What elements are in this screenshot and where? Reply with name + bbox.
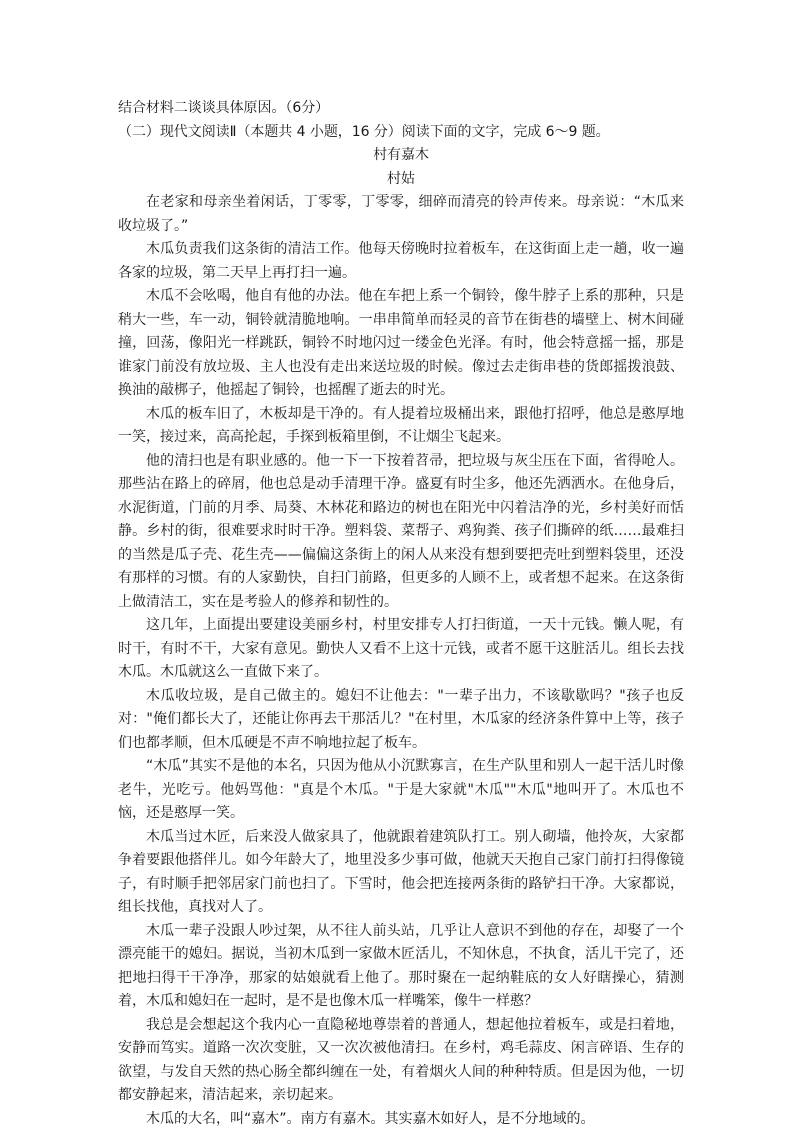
article-title: 村有嘉木 <box>118 144 684 168</box>
paragraph: 在老家和母亲坐着闲话，丁零零，丁零零，细碎而清亮的铃声传来。母亲说：“木瓜来收垃圾了。” <box>118 191 684 238</box>
paragraph: 木瓜一辈子没跟人吵过架，从不往人前头站，几乎让人意识不到他的存在，却娶了一个漂亮能干的媳妇。据说，当初木瓜到一家做木匠活儿，不知休息，不执食，活儿干完了，还把地扫得干干净净，那家的姑娘就看上他了。那时聚在一起纳鞋底的女人好瞎操心，猜测着，木瓜和媳妇在一起时，是不是也像木瓜一样嘴笨，像牛一样憨？ <box>118 920 684 1014</box>
paragraph: 木瓜的板车旧了，木板却是干净的。有人提着垃圾桶出来，跟他打招呼，他总是憨厚地一笑，接过来，高高抡起，手探到板箱里倒，不让烟尘飞起来。 <box>118 403 684 450</box>
article-author: 村姑 <box>118 168 684 192</box>
paragraph: “木瓜”其实不是他的本名，只因为他从小沉默寡言，在生产队里和别人一起干活儿时像老牛，光吃亏。他妈骂他："真是个木瓜。"于是大家就"木瓜""木瓜"地叫开了。木瓜也不恼，还是憨厚一笑。 <box>118 755 684 826</box>
question-tail: 结合材料二谈谈具体原因。（6分） <box>118 97 684 121</box>
paragraph: 木瓜负责我们这条街的清洁工作。他每天傍晚时拉着板车，在这街面上走一趟，收一遍各家的垃圾，第二天早上再打扫一遍。 <box>118 238 684 285</box>
paragraph: 木瓜收垃圾，是自己做主的。媳妇不让他去："一辈子出力，不该歇歇吗？"孩子也反对："俺们都长大了，还能让你再去干那活儿？"在村里，木瓜家的经济条件算中上等，孩子们也都孝顺，但木瓜硬是不声不响地拉起了板车。 <box>118 685 684 756</box>
document-body <box>118 97 684 1131</box>
paragraph: 木瓜不会吆喝，他自有他的办法。他在车把上系一个铜铃，像牛脖子上系的那种，只是稍大一些，车一动，铜铃就清脆地响。一串串简单而轻灵的音节在街巷的墙壁上、树木间碰撞，回荡，像阳光一样跳跃，铜铃不时地闪过一缕金色光泽。有时，他会特意摇一摇，那是谁家门前没有放垃圾、主人也没有走出来送垃圾的时候。像过去走街串巷的货郎摇拨浪鼓、换油的敲梆子，他摇起了铜铃，也摇醒了逝去的时光。 <box>118 285 684 403</box>
paragraph: 木瓜当过木匠，后来没人做家具了，他就跟着建筑队打工。别人砌墙，他拎灰，大家都争着要跟他搭伴儿。如今年龄大了，地里没多少事可做，他就天天抱自己家门前打扫得像镜子，有时顺手把邻居家门前也扫了。下雪时，他会把连接两条街的路铲扫干净。大家都说，组长找他，真找对人了。 <box>118 826 684 920</box>
paragraph: 这几年，上面提出要建设美丽乡村，村里安排专人打扫街道，一天十元钱。懒人呢，有时干，有时不干，大家有意见。勤快人又看不上这十元钱，或者不愿干这脏活儿。组长去找木瓜。木瓜就这么一直做下来了。 <box>118 614 684 685</box>
section-header: （二）现代文阅读Ⅱ（本题共 4 小题，16 分）阅读下面的文字，完成 6～9 题。 <box>118 121 684 145</box>
paragraph: 木瓜的大名，叫“嘉木”。南方有嘉木。其实嘉木如好人，是不分地域的。 <box>118 1108 684 1131</box>
paragraph: 我总是会想起这个我内心一直隐秘地尊崇着的普通人，想起他拉着板车，或是扫着地，安静而笃实。道路一次次变脏，又一次次被他清扫。在乡村，鸡毛蒜皮、闲言碎语、生存的欲望，与发自天然的热心肠全都纠缠在一处，有着烟火人间的种种特质。但是因为他，一切都安静起来，清洁起来，亲切起来。 <box>118 1014 684 1108</box>
paragraph: 他的清扫也是有职业感的。他一下一下按着苕帚，把垃圾与灰尘压在下面，省得呛人。那些沾在路上的碎屑，他也总是动手清理干净。盛夏有时尘多，他还先洒洒水。在他身后，水泥街道，门前的月季、局葵、木林花和路边的树也在阳光中闪着洁净的光，乡村美好而恬静。乡村的街，很难要求时时干净。塑料袋、菜帮子、鸡狗粪、孩子们撕碎的纸……最难扫的当然是瓜子壳、花生壳——偏偏这条街上的闲人从来没有想到要把壳吐到塑料袋里，还没有那样的习惯。有的人家勤快，自扫门前路，但更多的人顾不上，或者想不起来。在这条街上做清洁工，实在是考验人的修养和韧性的。 <box>118 450 684 615</box>
